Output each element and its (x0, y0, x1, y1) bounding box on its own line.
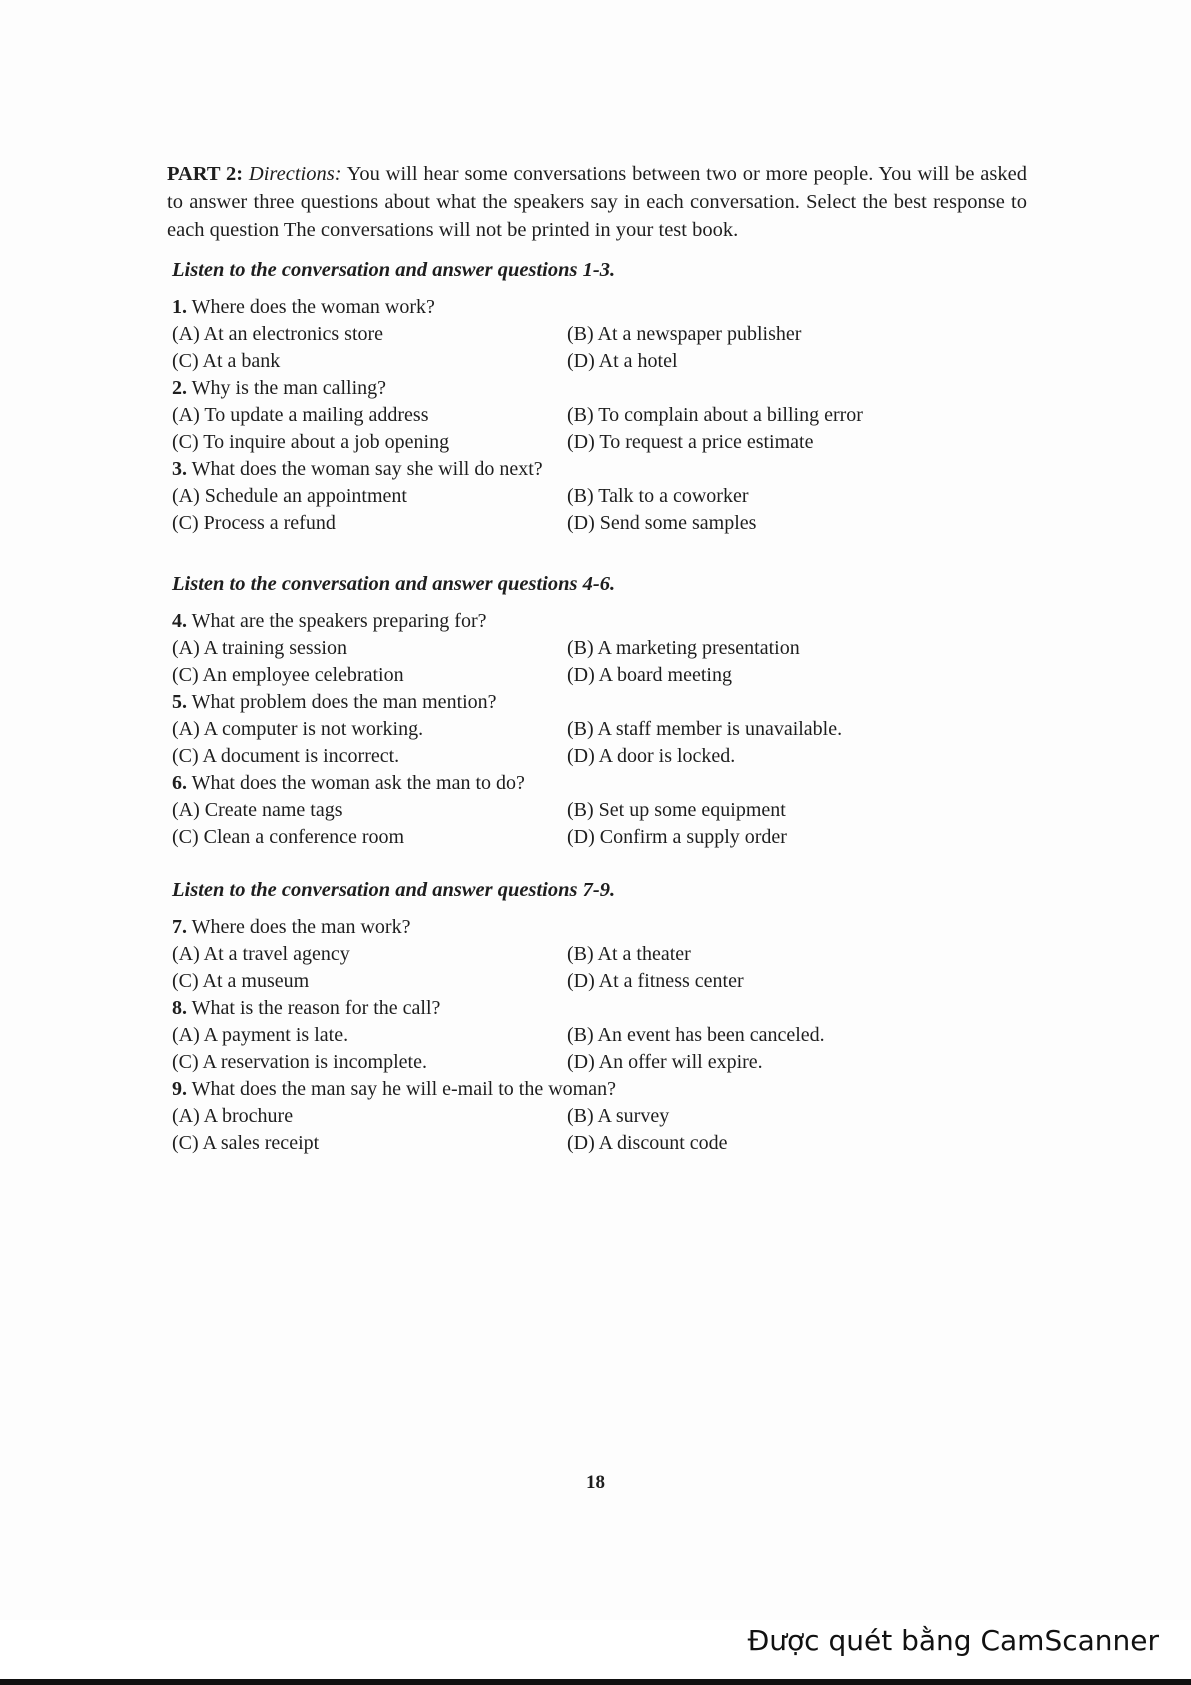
option-b: (B) A survey (567, 1105, 670, 1127)
question-number: 1. (172, 296, 187, 318)
question-number: 5. (172, 691, 187, 713)
option-a: (A) A computer is not working. (172, 718, 424, 740)
section-heading: Listen to the conversation and answer questions 4-6. (172, 573, 616, 595)
camscanner-watermark: Được quét bằng CamScanner (747, 1624, 1159, 1657)
option-d: (D) A door is locked. (567, 745, 736, 767)
option-b: (B) To complain about a billing error (567, 404, 863, 426)
option-b: (B) An event has been canceled. (567, 1024, 825, 1046)
question-text: Why is the man calling? (191, 377, 387, 399)
question-7 (172, 914, 992, 995)
option-a: (A) At an electronics store (172, 323, 384, 345)
option-a: (A) To update a mailing address (172, 404, 429, 426)
question-number: 8. (172, 997, 187, 1019)
option-c: (C) Process a refund (172, 512, 336, 534)
footer-divider (0, 1679, 1191, 1685)
option-c: (C) At a bank (172, 350, 281, 372)
option-b: (B) At a newspaper publisher (567, 323, 802, 345)
question-text: What does the man say he will e-mail to the woman? (191, 1078, 616, 1100)
option-d: (D) A board meeting (567, 664, 732, 686)
option-d: (D) Send some samples (567, 512, 757, 534)
question-9 (172, 1076, 992, 1157)
question-5 (172, 689, 992, 770)
option-d: (D) A discount code (567, 1132, 728, 1154)
option-d: (D) At a fitness center (567, 970, 744, 992)
part-label: PART 2: (167, 163, 244, 185)
option-b: (B) Set up some equipment (567, 799, 786, 821)
option-b: (B) A staff member is unavailable. (567, 718, 843, 740)
option-d: (D) At a hotel (567, 350, 678, 372)
question-text: Where does the woman work? (191, 296, 435, 318)
option-d: (D) An offer will expire. (567, 1051, 763, 1073)
section-questions-4-6 (172, 570, 992, 851)
option-a: (A) At a travel agency (172, 943, 350, 965)
option-a: (A) Schedule an appointment (172, 485, 407, 507)
option-c: (C) A reservation is incomplete. (172, 1051, 427, 1073)
option-c: (C) To inquire about a job opening (172, 431, 450, 453)
directions-label: Directions: (248, 163, 342, 185)
question-text: What does the woman say she will do next? (191, 458, 543, 480)
part-directions (167, 160, 1027, 244)
option-c: (C) A document is incorrect. (172, 745, 400, 767)
question-number: 6. (172, 772, 187, 794)
question-6 (172, 770, 992, 851)
option-a: (A) Create name tags (172, 799, 343, 821)
question-4 (172, 608, 992, 689)
option-a: (A) A brochure (172, 1105, 294, 1127)
question-8 (172, 995, 992, 1076)
option-d: (D) Confirm a supply order (567, 826, 787, 848)
option-c: (C) A sales receipt (172, 1132, 320, 1154)
option-b: (B) At a theater (567, 943, 691, 965)
question-number: 9. (172, 1078, 187, 1100)
option-b: (B) Talk to a coworker (567, 485, 749, 507)
option-a: (A) A payment is late. (172, 1024, 349, 1046)
question-text: What problem does the man mention? (191, 691, 497, 713)
section-heading: Listen to the conversation and answer questions 1-3. (172, 259, 616, 281)
directions-text: You will hear some conversations between two or more people. You will be asked to answer three questions about what the speakers say in each conversation. Select the best response to each question The conversations will not be printed in your test book. (167, 163, 1027, 241)
section-questions-7-9 (172, 876, 992, 1157)
option-c: (C) Clean a conference room (172, 826, 405, 848)
question-number: 7. (172, 916, 187, 938)
question-number: 3. (172, 458, 187, 480)
section-heading: Listen to the conversation and answer questions 7-9. (172, 879, 616, 901)
section-questions-1-3 (172, 256, 992, 537)
question-text: What is the reason for the call? (191, 997, 441, 1019)
question-number: 4. (172, 610, 187, 632)
question-1 (172, 294, 992, 375)
question-3 (172, 456, 992, 537)
question-text: What are the speakers preparing for? (191, 610, 487, 632)
question-text: Where does the man work? (191, 916, 411, 938)
scanner-footer (0, 1620, 1191, 1685)
question-number: 2. (172, 377, 187, 399)
question-text: What does the woman ask the man to do? (191, 772, 525, 794)
page-number: 18 (586, 1472, 605, 1493)
option-c: (C) An employee celebration (172, 664, 404, 686)
option-b: (B) A marketing presentation (567, 637, 800, 659)
option-d: (D) To request a price estimate (567, 431, 814, 453)
question-2 (172, 375, 992, 456)
option-a: (A) A training session (172, 637, 347, 659)
option-c: (C) At a museum (172, 970, 310, 992)
